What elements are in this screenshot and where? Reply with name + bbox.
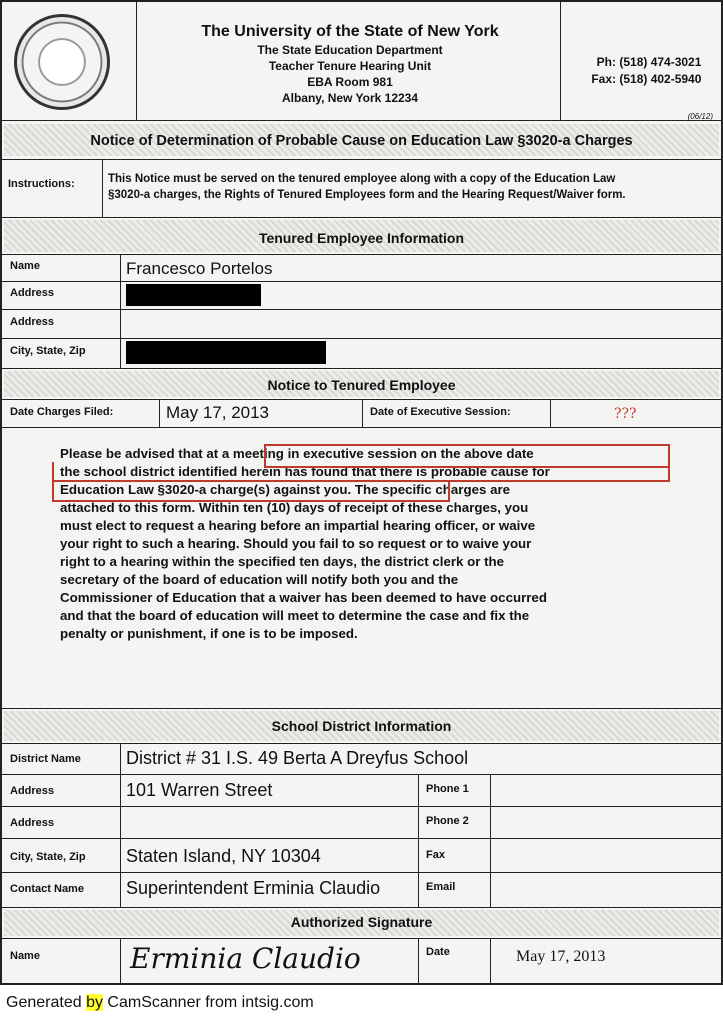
notice-line-5: must elect to request a hearing before an impartial hearing officer, or waive xyxy=(60,518,536,533)
signature-date-label: Date xyxy=(426,946,450,958)
notice-line-4: attached to this form. Within ten (10) days of receipt of these charges, you xyxy=(60,500,529,515)
handwritten-signature: Erminia Claudio xyxy=(130,942,361,975)
employee-address2-label: Address xyxy=(10,316,55,328)
fax-label: Fax: xyxy=(591,72,616,86)
employee-name-label: Name xyxy=(10,260,40,272)
signature-name-label: Name xyxy=(10,950,40,962)
exec-session-label: Date of Executive Session: xyxy=(370,406,511,418)
agency-name: The University of the State of New York xyxy=(201,23,499,40)
footer-by-highlight: by xyxy=(86,994,103,1011)
employee-city-label: City, State, Zip xyxy=(10,345,86,357)
contact-name-value: Superintendent Erminia Claudio xyxy=(126,878,381,898)
notice-line-7: right to a hearing within the specified ten days, the district clerk or the xyxy=(60,554,505,569)
contact-block xyxy=(580,54,701,88)
redacted-city xyxy=(126,341,326,364)
agency-dept: The State Education Department xyxy=(257,43,443,57)
signature-date-value: May 17, 2013 xyxy=(516,948,606,965)
notice-line-11: penalty or punishment, if one is to be imposed. xyxy=(60,626,358,641)
form-title: Notice of Determination of Probable Cause on Education Law §3020-a Charges xyxy=(90,133,633,149)
date-filed-label: Date Charges Filed: xyxy=(10,406,114,418)
agency-room: EBA Room 981 xyxy=(307,75,393,89)
notice-line-3: Education Law §3020-a charge(s) against you. The specific charges are xyxy=(60,482,511,497)
notice-line-9: Commissioner of Education that a waiver has been deemed to have occurred xyxy=(60,590,547,605)
agency-city: Albany, New York 12234 xyxy=(281,91,419,105)
footer-suffix: CamScanner from intsig.com xyxy=(102,994,314,1011)
redacted-address xyxy=(126,284,261,306)
annotation-box-middle xyxy=(52,462,670,482)
exec-session-value: ??? xyxy=(614,406,637,422)
district-name-label: District Name xyxy=(10,753,81,765)
employee-address-label: Address xyxy=(10,287,55,299)
contact-name-label: Contact Name xyxy=(10,883,84,895)
district-address2-label: Address xyxy=(10,817,55,829)
notice-line-8: secretary of the board of education will notify both you and the xyxy=(60,572,459,587)
fax-number: (518) 402-5940 xyxy=(619,72,702,86)
signature-section-title: Authorized Signature xyxy=(290,914,433,930)
scanner-footer xyxy=(6,994,314,1012)
footer-prefix: Generated xyxy=(6,994,87,1011)
phone-label: Ph: xyxy=(596,55,616,69)
phone1-label: Phone 1 xyxy=(426,783,469,795)
instructions-label: Instructions: xyxy=(8,178,75,190)
instructions-line-1: This Notice must be served on the tenured employee along with a copy of the Education Law xyxy=(108,173,616,185)
agency-header xyxy=(142,22,558,106)
district-name-value: District # 31 I.S. 49 Berta A Dreyfus School xyxy=(126,748,469,768)
notice-line-10: and that the board of education will meet to determine the case and fix the xyxy=(60,608,530,623)
instructions-line-2: §3020-a charges, the Rights of Tenured Employees form and the Hearing Request/Waiver form. xyxy=(108,189,626,201)
district-city-label: City, State, Zip xyxy=(10,851,86,863)
notice-line-2: the school district identified herein has found that there is probable cause for xyxy=(60,464,550,479)
phone-number: (518) 474-3021 xyxy=(619,55,702,69)
district-city-value: Staten Island, NY 10304 xyxy=(126,846,321,866)
state-seal-icon xyxy=(14,14,110,110)
district-address-value: 101 Warren Street xyxy=(126,780,273,800)
email-label: Email xyxy=(426,881,456,893)
phone2-label: Phone 2 xyxy=(426,815,469,827)
notice-section-title: Notice to Tenured Employee xyxy=(267,377,456,393)
fax-field-label: Fax xyxy=(426,849,445,861)
employee-name-value: Francesco Portelos xyxy=(126,259,273,278)
district-section-title: School District Information xyxy=(271,718,452,734)
notice-line-6: your right to such a hearing. Should you fail to so request or to waive your xyxy=(60,536,532,551)
date-filed-value: May 17, 2013 xyxy=(166,403,270,422)
agency-unit: Teacher Tenure Hearing Unit xyxy=(268,59,432,73)
instructions-text xyxy=(108,171,626,203)
annotation-box-bottom xyxy=(52,480,450,502)
form-code: (06/12) xyxy=(687,112,713,121)
notice-line-1: Please be advised that at a meeting in executive session on the above date xyxy=(60,446,534,461)
district-address-label: Address xyxy=(10,785,55,797)
employee-section-title: Tenured Employee Information xyxy=(258,230,465,246)
